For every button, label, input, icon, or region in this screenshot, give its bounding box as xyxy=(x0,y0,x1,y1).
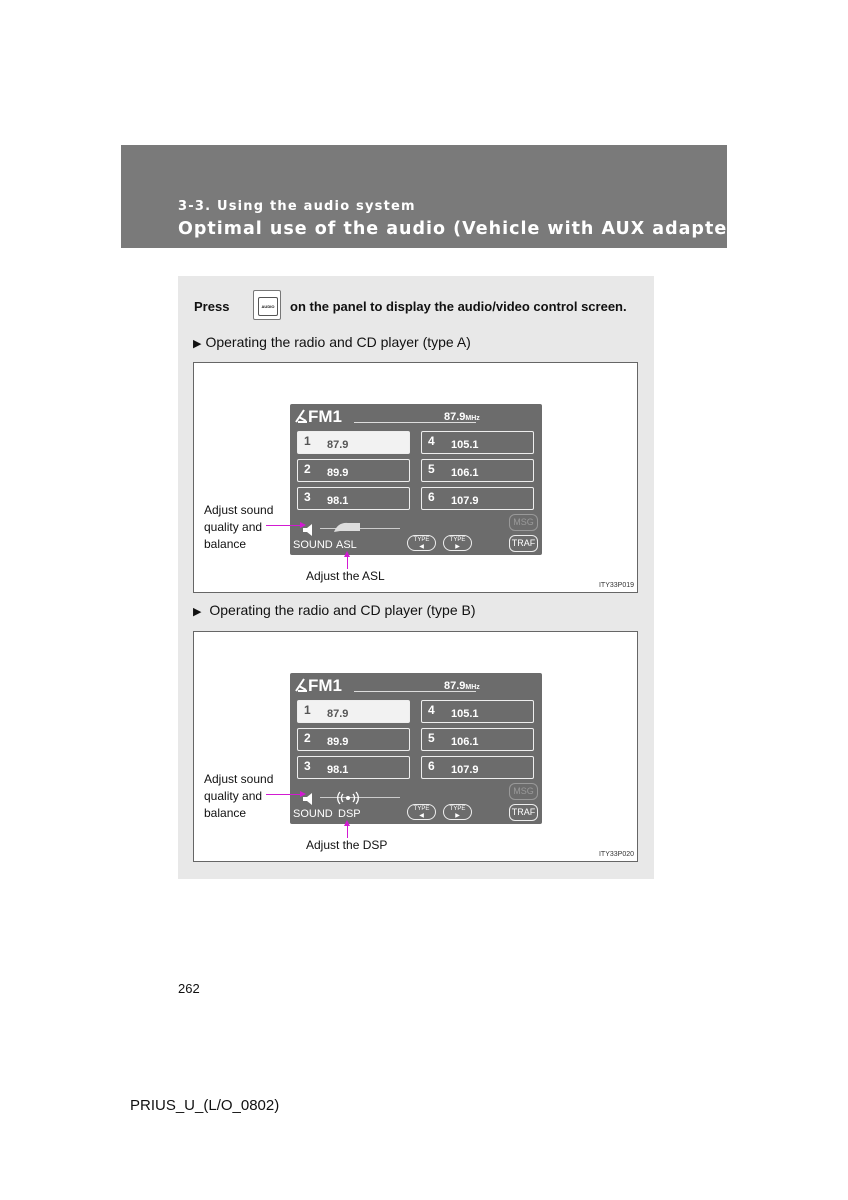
sound-pointer-arrow xyxy=(266,794,304,795)
type-prev-button[interactable] xyxy=(407,804,436,820)
audio-button-icon xyxy=(253,290,281,320)
sound-pointer-arrow xyxy=(266,525,304,526)
triangle-left-icon: ◀ xyxy=(419,813,424,819)
preset-number: 5 xyxy=(428,731,435,745)
triangle-right-icon: ▶ xyxy=(455,813,460,819)
instruction-after: on the panel to display the audio/video control screen. xyxy=(290,299,627,314)
content-panel xyxy=(178,276,654,879)
frequency-value: 87.9 xyxy=(444,680,466,692)
preset-frequency: 98.1 xyxy=(327,764,349,776)
document-footer: PRIUS_U_(L/O_0802) xyxy=(130,1097,280,1114)
frequency-display xyxy=(444,680,480,692)
triangle-right-icon: ▶ xyxy=(455,544,460,550)
preset-number: 6 xyxy=(428,490,435,504)
preset-number: 6 xyxy=(428,759,435,773)
triangle-left-icon: ◀ xyxy=(419,544,424,550)
asl-pointer-arrow xyxy=(347,555,348,569)
preset-number: 3 xyxy=(304,490,311,504)
preset-number: 1 xyxy=(304,703,311,717)
asl-icon[interactable] xyxy=(332,520,362,534)
triangle-bullet-icon: ▶ xyxy=(193,338,202,350)
type-label: TYPE xyxy=(413,806,430,812)
callout-line: quality and xyxy=(204,789,263,803)
preset-number: 2 xyxy=(304,731,311,745)
msg-button[interactable]: MSG xyxy=(509,514,538,531)
preset-button-5[interactable] xyxy=(421,459,534,482)
sound-callout xyxy=(204,502,273,553)
page-title: Optimal use of the audio (Vehicle with AUX adapter) xyxy=(178,219,746,239)
callout-line: Adjust sound xyxy=(204,772,274,786)
frequency-display xyxy=(444,411,480,423)
subheading-type-b xyxy=(193,602,476,618)
band-label: FM1 xyxy=(308,676,342,695)
type-next-button[interactable] xyxy=(443,535,472,551)
figure-type-a xyxy=(193,362,638,593)
preset-button-6[interactable] xyxy=(421,487,534,510)
page-number: 262 xyxy=(178,981,200,996)
preset-number: 1 xyxy=(304,434,311,448)
frequency-value: 87.9 xyxy=(444,411,466,423)
band-label: FM1 xyxy=(308,407,342,426)
preset-frequency: 107.9 xyxy=(451,764,479,776)
preset-frequency: 105.1 xyxy=(451,708,479,720)
callout-line: Adjust sound xyxy=(204,503,274,517)
type-next-button[interactable] xyxy=(443,804,472,820)
type-label: TYPE xyxy=(413,537,430,543)
preset-button-4[interactable] xyxy=(421,431,534,454)
audio-screen-b xyxy=(290,673,542,824)
preset-number: 4 xyxy=(428,434,435,448)
triangle-bullet-icon: ▶ xyxy=(193,606,202,618)
figure-code: ITY33P019 xyxy=(598,582,634,589)
audio-button-label: AUDIO xyxy=(258,297,278,316)
asl-label: ASL xyxy=(336,539,357,551)
figure-code: ITY33P020 xyxy=(598,851,634,858)
callout-line: balance xyxy=(204,806,247,820)
subheading-type-a-text: Operating the radio and CD player (type A) xyxy=(205,334,471,350)
frequency-unit: MHz xyxy=(465,684,480,691)
preset-button-2[interactable] xyxy=(297,728,410,751)
subheading-type-a xyxy=(193,334,471,350)
traf-button[interactable]: TRAF xyxy=(509,535,538,552)
traf-button[interactable]: TRAF xyxy=(509,804,538,821)
chapter-header xyxy=(121,145,746,248)
preset-number: 2 xyxy=(304,462,311,476)
dsp-icon[interactable] xyxy=(335,789,361,805)
sound-callout xyxy=(204,771,273,822)
figure-type-b xyxy=(193,631,638,862)
dsp-pointer-arrow xyxy=(347,824,348,838)
preset-number: 4 xyxy=(428,703,435,717)
adjust-asl-label: Adjust the ASL xyxy=(306,569,385,583)
preset-frequency: 105.1 xyxy=(451,439,479,451)
frequency-unit: MHz xyxy=(465,415,480,422)
type-label: TYPE xyxy=(449,806,466,812)
sound-label: SOUND xyxy=(293,539,333,551)
msg-button[interactable]: MSG xyxy=(509,783,538,800)
preset-frequency: 89.9 xyxy=(327,467,349,479)
instruction-before: Press xyxy=(194,299,230,314)
audio-screen-a xyxy=(290,404,542,555)
preset-frequency: 107.9 xyxy=(451,495,479,507)
preset-frequency: 98.1 xyxy=(327,495,349,507)
subheading-type-b-text: Operating the radio and CD player (type B) xyxy=(209,602,476,618)
preset-number: 5 xyxy=(428,462,435,476)
section-label: 3-3. Using the audio system xyxy=(178,199,416,214)
sound-label: SOUND xyxy=(293,808,333,820)
preset-button-6[interactable] xyxy=(421,756,534,779)
callout-line: quality and xyxy=(204,520,263,534)
preset-button-5[interactable] xyxy=(421,728,534,751)
callout-line: balance xyxy=(204,537,247,551)
preset-button-1[interactable] xyxy=(297,431,410,454)
type-label: TYPE xyxy=(449,537,466,543)
preset-frequency: 87.9 xyxy=(327,708,349,720)
dsp-label: DSP xyxy=(338,808,361,820)
preset-button-4[interactable] xyxy=(421,700,534,723)
preset-button-3[interactable] xyxy=(297,487,410,510)
preset-frequency: 89.9 xyxy=(327,736,349,748)
preset-number: 3 xyxy=(304,759,311,773)
preset-frequency: 106.1 xyxy=(451,736,479,748)
adjust-dsp-label: Adjust the DSP xyxy=(306,838,388,852)
preset-button-1[interactable] xyxy=(297,700,410,723)
preset-button-2[interactable] xyxy=(297,459,410,482)
preset-frequency: 87.9 xyxy=(327,439,349,451)
preset-frequency: 106.1 xyxy=(451,467,479,479)
antenna-icon xyxy=(294,407,308,424)
antenna-icon xyxy=(294,676,308,693)
preset-button-3[interactable] xyxy=(297,756,410,779)
type-prev-button[interactable] xyxy=(407,535,436,551)
instruction-line xyxy=(194,299,627,314)
